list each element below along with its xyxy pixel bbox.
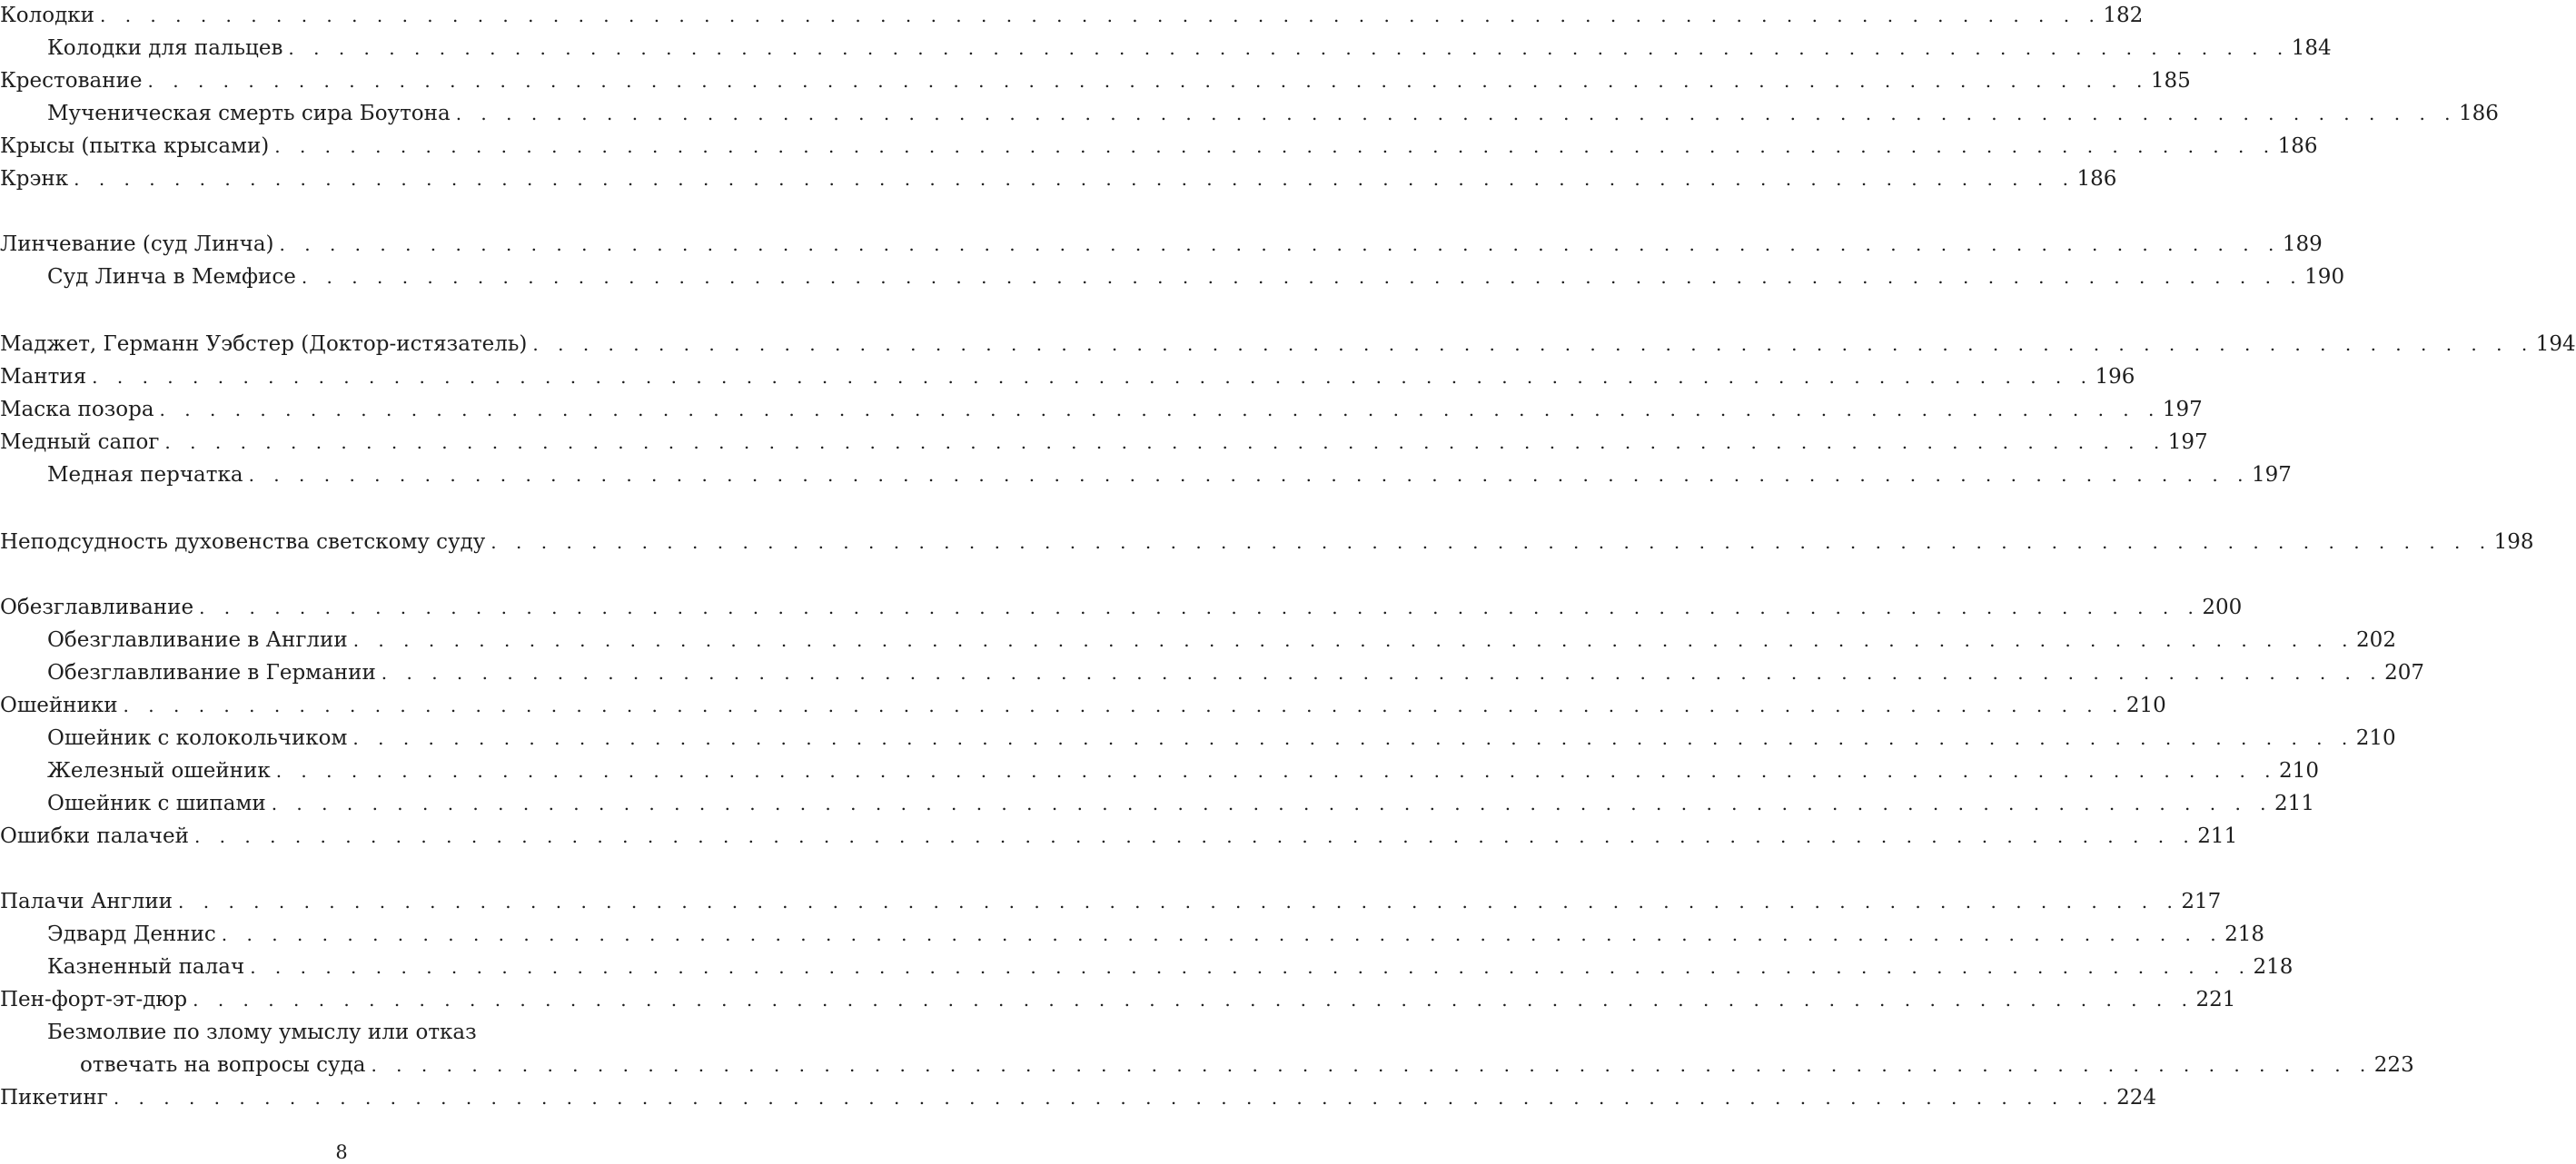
toc-entry-page: 211	[2273, 788, 2314, 819]
toc-dot-leader: . . . . . . . . . . . . . . . . . . . . . . . . . . . . . . . . . . . . . . . . . . . . . . . . . . . . . . . . . . . . . . . . . . . . . . . . . . . . . . . .	[113, 1087, 2115, 1109]
toc-entry-page: 189	[2281, 229, 2323, 260]
toc-entry	[0, 886, 2222, 917]
toc-entry-page: 186	[2276, 131, 2318, 162]
toc-entry-title: Суд Линча в Мемфисе	[47, 261, 302, 292]
toc-entry-title: Крэнк	[0, 163, 74, 194]
toc-dot-leader: . . . . . . . . . . . . . . . . . . . . . . . . . . . . . . . . . . . . . . . . . . . . . . . . . . . . . . . . . . . . . . . . . . . . . . . . . . . . . . . .	[301, 266, 2304, 288]
toc-entry-page: 217	[2179, 886, 2221, 917]
toc-entry	[0, 0, 2144, 31]
toc-entry-page: 200	[2200, 592, 2242, 623]
toc-entry-page: 186	[2075, 163, 2116, 194]
toc-entry-title: Обезглавливание в Англии	[47, 625, 353, 656]
toc-entry	[0, 65, 2191, 96]
toc-entry-page: 210	[2277, 755, 2319, 786]
toc-entry	[0, 98, 2499, 129]
toc-entry-page: 211	[2195, 821, 2237, 852]
toc-entry-page: 198	[2492, 527, 2534, 557]
toc-entry	[0, 657, 2425, 688]
toc-entry-title: Маска позора	[0, 394, 160, 425]
toc-entry-title: Крысы (пытка крысами)	[0, 131, 274, 162]
toc-entry-page: 197	[2250, 459, 2292, 490]
toc-entry-page: 218	[2223, 919, 2264, 950]
toc-entry-title: Ошейник с шипами	[47, 788, 272, 819]
toc-entry-page: 210	[2354, 723, 2396, 754]
toc-entry-page: 185	[2149, 65, 2191, 96]
toc-entry	[0, 723, 2396, 754]
toc-entry	[0, 984, 2236, 1015]
toc-entry	[0, 261, 2345, 292]
toc-entry	[0, 919, 2265, 950]
toc-entry-title: Мученическая смерть сира Боутона	[47, 98, 456, 129]
toc-dot-leader: . . . . . . . . . . . . . . . . . . . . . . . . . . . . . . . . . . . . . . . . . . . . . . . . . . . . . . . . . . . . . . . . . . . . . . . . . . . . . . . .	[193, 989, 2195, 1011]
toc-entry-title: отвечать на вопросы суда	[80, 1050, 371, 1080]
toc-dot-leader: . . . . . . . . . . . . . . . . . . . . . . . . . . . . . . . . . . . . . . . . . . . . . . . . . . . . . . . . . . . . . . . . . . . . . . . . . . . . . . . .	[248, 464, 2250, 486]
toc-entry	[0, 788, 2314, 819]
toc-dot-leader: . . . . . . . . . . . . . . . . . . . . . . . . . . . . . . . . . . . . . . . . . . . . . . . . . . . . . . . . . . . . . . . . . . . . . . . . . . . . . . . .	[92, 366, 2094, 388]
toc-dot-leader: . . . . . . . . . . . . . . . . . . . . . . . . . . . . . . . . . . . . . . . . . . . . . . . . . . . . . . . . . . . . . . . . . . . . . . . . . . . . . . . .	[490, 531, 2492, 553]
toc-entry-title: Маджет, Германн Уэбстер (Доктор-истязатель)	[0, 329, 532, 360]
toc-entry-title: Эдвард Деннис	[47, 919, 222, 950]
toc-dot-leader: . . . . . . . . . . . . . . . . . . . . . . . . . . . . . . . . . . . . . . . . . . . . . . . . . . . . . . . . . . . . . . . . . . . . . . . . . . . . . . . .	[275, 760, 2278, 782]
toc-dot-leader: . . . . . . . . . . . . . . . . . . . . . . . . . . . . . . . . . . . . . . . . . . . . . . . . . . . . . . . . . . . . . . . . . . . . . . . . . . . . . . . .	[352, 629, 2355, 651]
toc-dot-leader: . . . . . . . . . . . . . . . . . . . . . . . . . . . . . . . . . . . . . . . . . . . . . . . . . . . . . . . . . . . . . . . . . . . . . . . . . . . . . . . .	[74, 168, 2076, 190]
toc-dot-leader: . . . . . . . . . . . . . . . . . . . . . . . . . . . . . . . . . . . . . . . . . . . . . . . . . . . . . . . . . . . . . . . . . . . . . . . . . . . . . . . .	[381, 662, 2383, 684]
toc-dot-leader: . . . . . . . . . . . . . . . . . . . . . . . . . . . . . . . . . . . . . . . . . . . . . . . . . . . . . . . . . . . . . . . . . . . . . . . . . . . . . . . .	[178, 891, 2180, 912]
toc-entry-page: 182	[2101, 0, 2143, 31]
toc-entry-title: Неподсудность духовенства светскому суду	[0, 527, 490, 557]
toc-entry-page: 223	[2373, 1050, 2414, 1080]
toc-entry	[0, 394, 2203, 425]
toc-entry-page: 190	[2303, 261, 2344, 292]
toc-entry-title: Пикетинг	[0, 1082, 114, 1113]
toc-dot-leader: . . . . . . . . . . . . . . . . . . . . . . . . . . . . . . . . . . . . . . . . . . . . . . . . . . . . . . . . . . . . . . . . . . . . . . . . . . . . . . . .	[352, 727, 2354, 749]
toc-entry-page: 221	[2194, 984, 2235, 1015]
toc-entry	[0, 1050, 2414, 1080]
toc-entry-title: Крестование	[0, 65, 148, 96]
toc-entry-title: Казненный палач	[47, 952, 250, 982]
toc-entry-title: Ошейники	[0, 690, 124, 721]
toc-entry-page: 224	[2115, 1082, 2156, 1113]
toc-dot-leader: . . . . . . . . . . . . . . . . . . . . . . . . . . . . . . . . . . . . . . . . . . . . . . . . . . . . . . . . . . . . . . . . . . . . . . . . . . . . . . . .	[123, 695, 2125, 716]
toc-dot-leader: . . . . . . . . . . . . . . . . . . . . . . . . . . . . . . . . . . . . . . . . . . . . . . . . . . . . . . . . . . . . . . . . . . . . . . . . . . . . . . . .	[164, 431, 2166, 453]
toc-entry-title: Пен-форт-эт-дюр	[0, 984, 193, 1015]
toc-entry	[0, 690, 2166, 721]
toc-entry-page: 184	[2290, 33, 2332, 64]
toc-entry	[0, 459, 2292, 490]
toc-dot-leader: . . . . . . . . . . . . . . . . . . . . . . . . . . . . . . . . . . . . . . . . . . . . . . . . . . . . . . . . . . . . . . . . . . . . . . . . . . . . . . . .	[159, 399, 2161, 420]
toc-dot-leader: . . . . . . . . . . . . . . . . . . . . . . . . . . . . . . . . . . . . . . . . . . . . . . . . . . . . . . . . . . . . . . . . . . . . . . . . . . . . . . . .	[279, 233, 2281, 255]
toc-entry	[0, 1017, 681, 1048]
toc-entry	[0, 527, 2534, 557]
toc-entry-page: 218	[2252, 952, 2294, 982]
toc-entry-title: Палачи Англии	[0, 886, 178, 917]
toc-entry-page: 210	[2125, 690, 2166, 721]
toc-entry	[0, 755, 2319, 786]
toc-entry-title: Железный ошейник	[47, 755, 276, 786]
toc-entry-page: 196	[2094, 361, 2135, 392]
toc-dot-leader: . . . . . . . . . . . . . . . . . . . . . . . . . . . . . . . . . . . . . . . . . . . . . . . . . . . . . . . . . . . . . . . . . . . . . . . . . . . . . . . .	[193, 825, 2196, 847]
toc-dot-leader: . . . . . . . . . . . . . . . . . . . . . . . . . . . . . . . . . . . . . . . . . . . . . . . . . . . . . . . . . . . . . . . . . . . . . . . . . . . . . . . .	[288, 37, 2290, 59]
toc-entry	[0, 625, 2396, 656]
toc-entry-title: Медная перчатка	[47, 459, 249, 490]
toc-dot-leader: . . . . . . . . . . . . . . . . . . . . . . . . . . . . . . . . . . . . . . . . . . . . . . . . . . . . . . . . . . . . . . . . . . . . . . . . . . . . . . . .	[221, 923, 2224, 945]
toc-entry-title: Мантия	[0, 361, 92, 392]
toc-entry	[0, 163, 2117, 194]
toc-entry-title: Обезглавливание в Германии	[47, 657, 381, 688]
toc-dot-leader: . . . . . . . . . . . . . . . . . . . . . . . . . . . . . . . . . . . . . . . . . . . . . . . . . . . . . . . . . . . . . . . . . . . . . . . . . . . . . . . .	[147, 70, 2149, 92]
toc-dot-leader: . . . . . . . . . . . . . . . . . . . . . . . . . . . . . . . . . . . . . . . . . . . . . . . . . . . . . . . . . . . . . . . . . . . . . . . . . . . . . . . .	[99, 5, 2102, 26]
toc-dot-leader: . . . . . . . . . . . . . . . . . . . . . . . . . . . . . . . . . . . . . . . . . . . . . . . . . . . . . . . . . . . . . . . . . . . . . . . . . . . . . . . .	[199, 597, 2201, 618]
toc-entry	[0, 229, 2323, 260]
toc-entry-title: Обезглавливание	[0, 592, 199, 623]
toc-entry-title: Колодки	[0, 0, 100, 31]
toc-entry-title: Медный сапог	[0, 427, 164, 458]
toc-entry-title: Ошейник с колокольчиком	[47, 723, 352, 754]
toc-dot-leader: . . . . . . . . . . . . . . . . . . . . . . . . . . . . . . . . . . . . . . . . . . . . . . . . . . . . . . . . . . . . . . . . . . . . . . . . . . . . . . . .	[532, 333, 2534, 355]
toc-entry	[0, 427, 2208, 458]
toc-entry-page: 207	[2383, 657, 2424, 688]
toc-entry-page: 186	[2457, 98, 2499, 129]
toc-entry-page: 194	[2534, 329, 2576, 360]
toc-entry	[0, 592, 2243, 623]
toc-entry-page: 202	[2354, 625, 2396, 656]
toc-entry-title: Колодки для пальцев	[47, 33, 288, 64]
toc-dot-leader: . . . . . . . . . . . . . . . . . . . . . . . . . . . . . . . . . . . . . . . . . . . . . . . . . . . . . . . . . . . . . . . . . . . . . . . . . . . . . . . .	[271, 793, 2274, 814]
toc-entry-title: Ошибки палачей	[0, 821, 194, 852]
toc-entry	[0, 33, 2332, 64]
toc-entry-page: 197	[2166, 427, 2208, 458]
toc-dot-leader: . . . . . . . . . . . . . . . . . . . . . . . . . . . . . . . . . . . . . . . . . . . . . . . . . . . . . . . . . . . . . . . . . . . . . . . . . . . . . . . .	[455, 103, 2458, 124]
toc-entry	[0, 361, 2135, 392]
toc-entry	[0, 329, 2576, 360]
toc-dot-leader: . . . . . . . . . . . . . . . . . . . . . . . . . . . . . . . . . . . . . . . . . . . . . . . . . . . . . . . . . . . . . . . . . . . . . . . . . . . . . . . .	[250, 956, 2252, 978]
toc-entry	[0, 1082, 2157, 1113]
page-number: 8	[335, 1141, 348, 1163]
toc-entry-title: Линчевание (суд Линча)	[0, 229, 280, 260]
toc-entry	[0, 952, 2294, 982]
toc-dot-leader: . . . . . . . . . . . . . . . . . . . . . . . . . . . . . . . . . . . . . . . . . . . . . . . . . . . . . . . . . . . . . . . . . . . . . . . . . . . . . . . .	[274, 135, 2276, 157]
toc-entry	[0, 821, 2238, 852]
toc-entry-page: 197	[2161, 394, 2203, 425]
toc-dot-leader: . . . . . . . . . . . . . . . . . . . . . . . . . . . . . . . . . . . . . . . . . . . . . . . . . . . . . . . . . . . . . . . . . . . . . . . . . . . . . . . .	[371, 1054, 2373, 1076]
toc-entry	[0, 131, 2318, 162]
toc-entry-title: Безмолвие по злому умыслу или отказ	[47, 1021, 477, 1044]
